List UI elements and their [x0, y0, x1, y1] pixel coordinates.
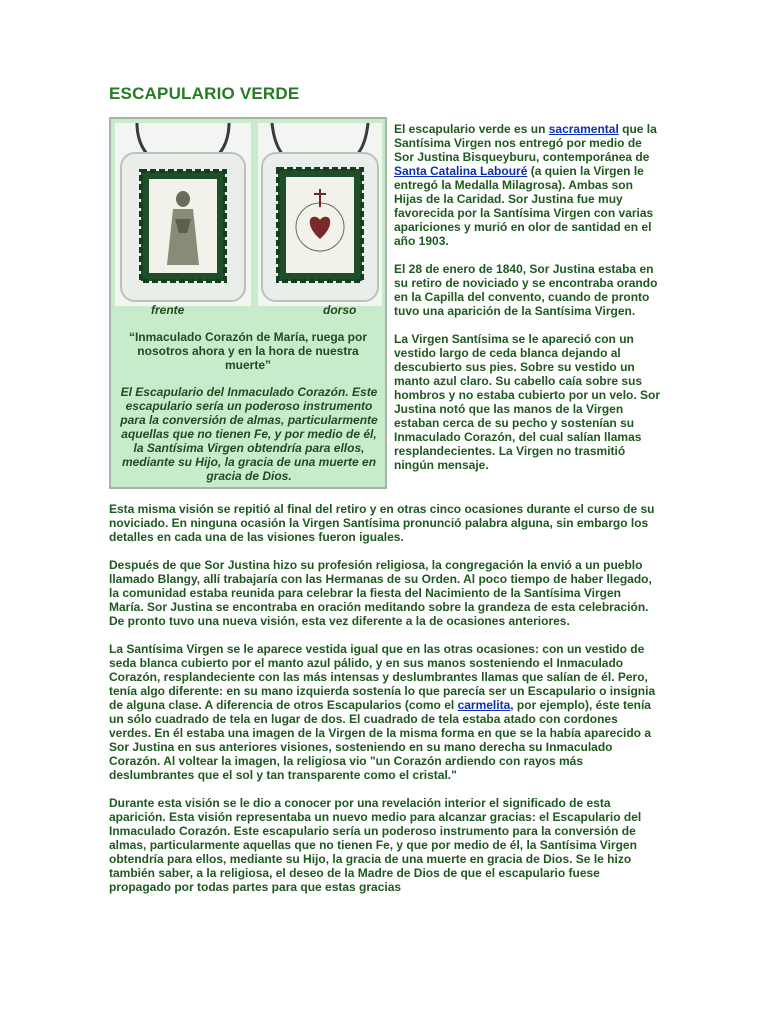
intro-text-1: El escapulario verde es un [394, 122, 549, 136]
intro-text-2: que la Santísima Virgen nos entregó por medio de Sor Justina Bisqueyburu, contemporánea de [394, 122, 657, 164]
scapular-figure-box [109, 117, 387, 489]
caption-back-label: dorso [323, 303, 357, 317]
scapular-back-illustration [258, 123, 382, 306]
paragraph-new-vision [109, 642, 657, 782]
intro-text-3: (a quien la Virgen le entregó la Medalla Milagrosa). Ambas son Hijas de la Caridad. Sor Justina fue muy favorecida por la Santísima Virgen con varias apariciones y murió en olor de santidad en el año 1903. [394, 164, 654, 248]
paragraph-repeated-vision: Esta misma visión se repitió al final del retiro y en otras cinco ocasiones durante el curso de su noviciado. En ninguna ocasión la Virgen Santísima pronunció palabra alguna, sin embargo los detalles en cada una de las visiones fueron iguales. [109, 502, 655, 544]
scapular-front-image [115, 123, 251, 306]
page-title: ESCAPULARIO VERDE [109, 84, 300, 103]
prayer-caption: “Inmaculado Corazón de María, ruega por nosotros ahora y en la hora de nuestra muerte” [128, 330, 368, 372]
santa-catalina-link[interactable]: Santa Catalina Labouré [394, 164, 528, 178]
paragraph-blangy: Después de que Sor Justina hizo su profesión religiosa, la congregación la envió a un pueblo llamado Blangy, allí trabajaría con las Hermanas de su Orden. Al poco tiempo de haber llegado, la comunidad estaba reunida para celebrar la fiesta del Nacimiento de la Santísima Virgen María. Sor Justina se encontraba en oración meditando sobre la grandeza de esta celebración. De pronto tuvo una nueva visión, esta vez diferente a la de ocasiones anteriores. [109, 558, 652, 628]
scapular-front-illustration [115, 123, 251, 306]
paragraph-intro [394, 122, 662, 248]
paragraph-first-apparition: El 28 de enero de 1840, Sor Justina estaba en su retiro de noviciado y se encontraba orando en la Capilla del convento, cuando de pronto tuvo una aparición de la Santísima Virgen. [394, 262, 658, 318]
carmelita-link[interactable]: carmelita [457, 698, 511, 712]
paragraph-virgin-description: La Virgen Santísima se le apareció con un vestido largo de ceda blanca dejando al descubierto sus pies. Sobre su vestido un manto azul claro. Su cabello caía sobre sus hombros y no estaba cubierto por un velo. Sor Justina notó que las manos de la Virgen estaban cerca de su pecho y sostenían su Inmaculado Corazón, del cual salían llamas resplandecientes. La Virgen no trasmitió ningún mensaje. [394, 332, 661, 472]
new-vision-text-1: La Santísima Virgen se le aparece vestida igual que en las otras ocasiones: con un vestido de seda blanca cubierto por el manto azul pálido, y en sus manos sosteniendo el Inmaculado Corazón, resplandeciente con las más intensas y deslumbrantes llamas que salían de él. Pero, tenía algo diferente: en su mano izquierda sostenía lo que parecía ser un Escapulario o insignia de alguna clase. A diferencia de otros Escapularios (como el [109, 642, 656, 712]
caption-front-label: frente [151, 303, 185, 317]
figure-description: El Escapulario del Inmaculado Corazón. Este escapulario sería un poderoso instrumento para la conversión de almas, particularmente aquellas que no tienen Fe, y por medio de él, la Santísima Virgen obtendría para ellos, mediante su Hijo, la gracia de una muerte en gracia de Dios. [120, 385, 378, 483]
paragraph-revelation: Durante esta visión se le dio a conocer por una revelación interior el significado de esta aparición. Esta visión representaba un nuevo medio para alcanzar gracias: el Escapulario del Inmaculado Corazón. Este escapulario sería un poderoso instrumento para la conversión de almas, particularmente aquellas que no tienen Fe, y que por medio de él, la Santísima Virgen obtendría para ellos, mediante su Hijo, la gracia de una muerte en gracia de Dios. Se le hizo también saber, a la religiosa, el deseo de la Madre de Dios de que el escapulario fuese propagado por todas partes para que estas gracias [109, 796, 642, 894]
scapular-back-image [258, 123, 382, 306]
sacramental-link[interactable]: sacramental [548, 122, 619, 136]
new-vision-text-2: , por ejemplo), éste tenía un sólo cuadrado de tela en lugar de dos. El cuadrado de tela estaba atado con cordones verdes. En él estaba una imagen de la Virgen de la misma forma en que se la había aparecido a Sor Justina en sus anteriores visiones, sosteniendo en su mano derecha su Inmaculado Corazón. Al voltear la imagen, la religiosa vio "un Corazón ardiendo con rayos más deslumbrantes que el sol y tan transparente como el cristal." [109, 698, 651, 782]
main-text-body [109, 502, 657, 908]
side-text-column [394, 122, 662, 486]
